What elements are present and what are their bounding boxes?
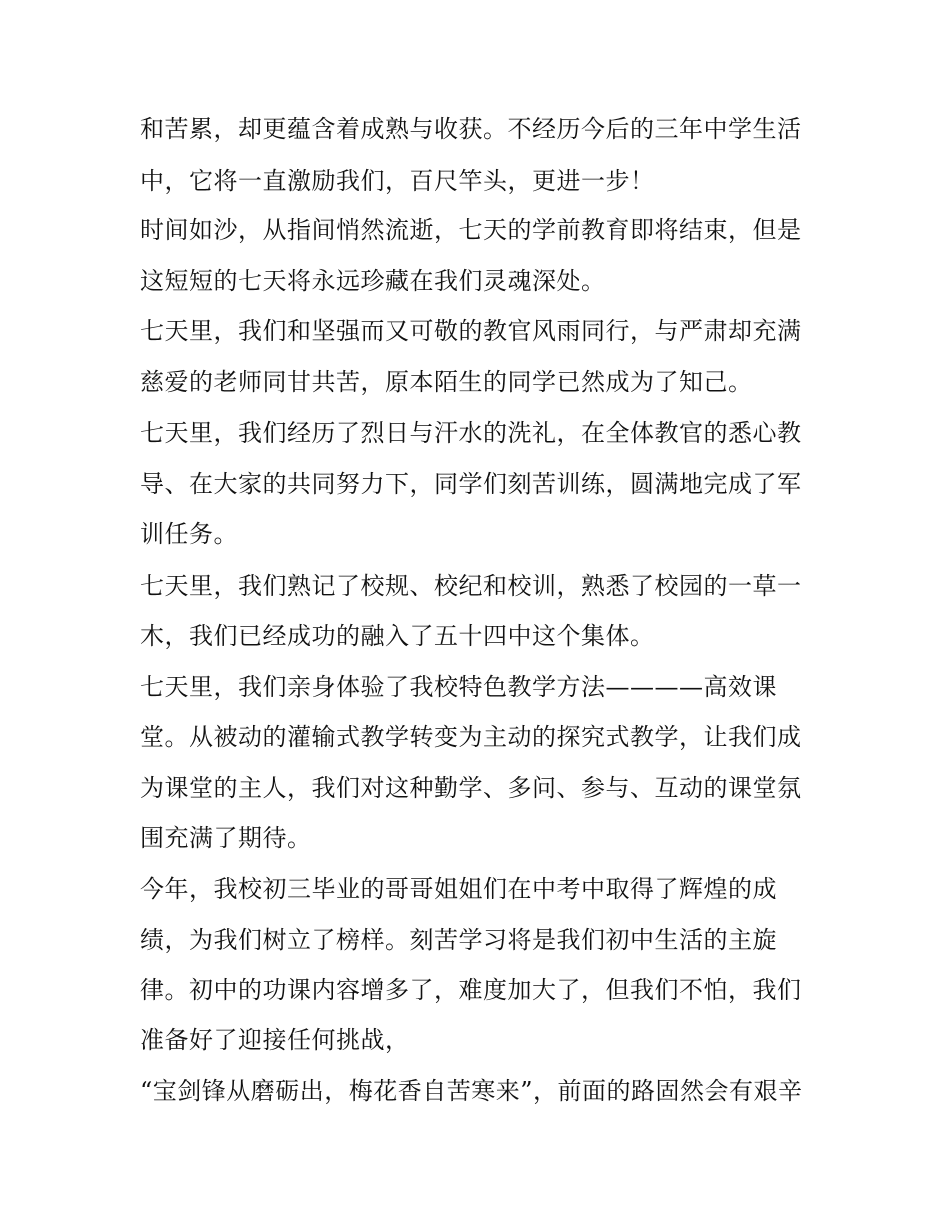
text-line: 和苦累，却更蕴含着成熟与收获。不经历今后的三年中学生活 [140,115,802,143]
text-line: 堂。从被动的灌输式教学转变为主动的探究式教学，让我们成 [140,723,802,751]
text-line: 导、在大家的共同努力下，同学们刻苦训练，圆满地完成了军 [140,470,802,498]
text-line: 七天里，我们熟记了校规、校纪和校训，熟悉了校园的一草一 [140,572,802,600]
text-line: 绩，为我们树立了榜样。刻苦学习将是我们初中生活的主旋 [140,926,777,954]
text-line: 训任务。 [140,520,238,548]
text-line: 准备好了迎接任何挑战， [140,1026,410,1054]
text-line: 木，我们已经成功的融入了五十四中这个集体。 [140,622,655,650]
text-line: 七天里，我们亲身体验了我校特色教学方法————高效课 [140,673,777,701]
text-line: 这短短的七天将永远珍藏在我们灵魂深处。 [140,267,606,295]
text-line: 七天里，我们经历了烈日与汗水的洗礼，在全体教官的悉心教 [140,419,802,447]
text-line: 慈爱的老师同甘共苦，原本陌生的同学已然成为了知己。 [140,368,753,396]
text-line: 围充满了期待。 [140,824,312,852]
text-line: 律。初中的功课内容增多了，难度加大了，但我们不怕，我们 [140,976,802,1004]
text-line: 中，它将一直激励我们，百尺竿头，更进一步！ [140,167,655,195]
text-line: 为课堂的主人，我们对这种勤学、多问、参与、互动的课堂氛 [140,774,802,802]
text-line: 七天里，我们和坚强而又可敬的教官风雨同行，与严肃却充满 [140,317,802,345]
text-line: “宝剑锋从磨砺出，梅花香自苦寒来”，前面的路固然会有艰辛 [140,1077,803,1105]
text-line: 今年，我校初三毕业的哥哥姐姐们在中考中取得了辉煌的成 [140,875,777,903]
text-line: 时间如沙，从指间悄然流逝，七天的学前教育即将结束，但是 [140,216,802,244]
